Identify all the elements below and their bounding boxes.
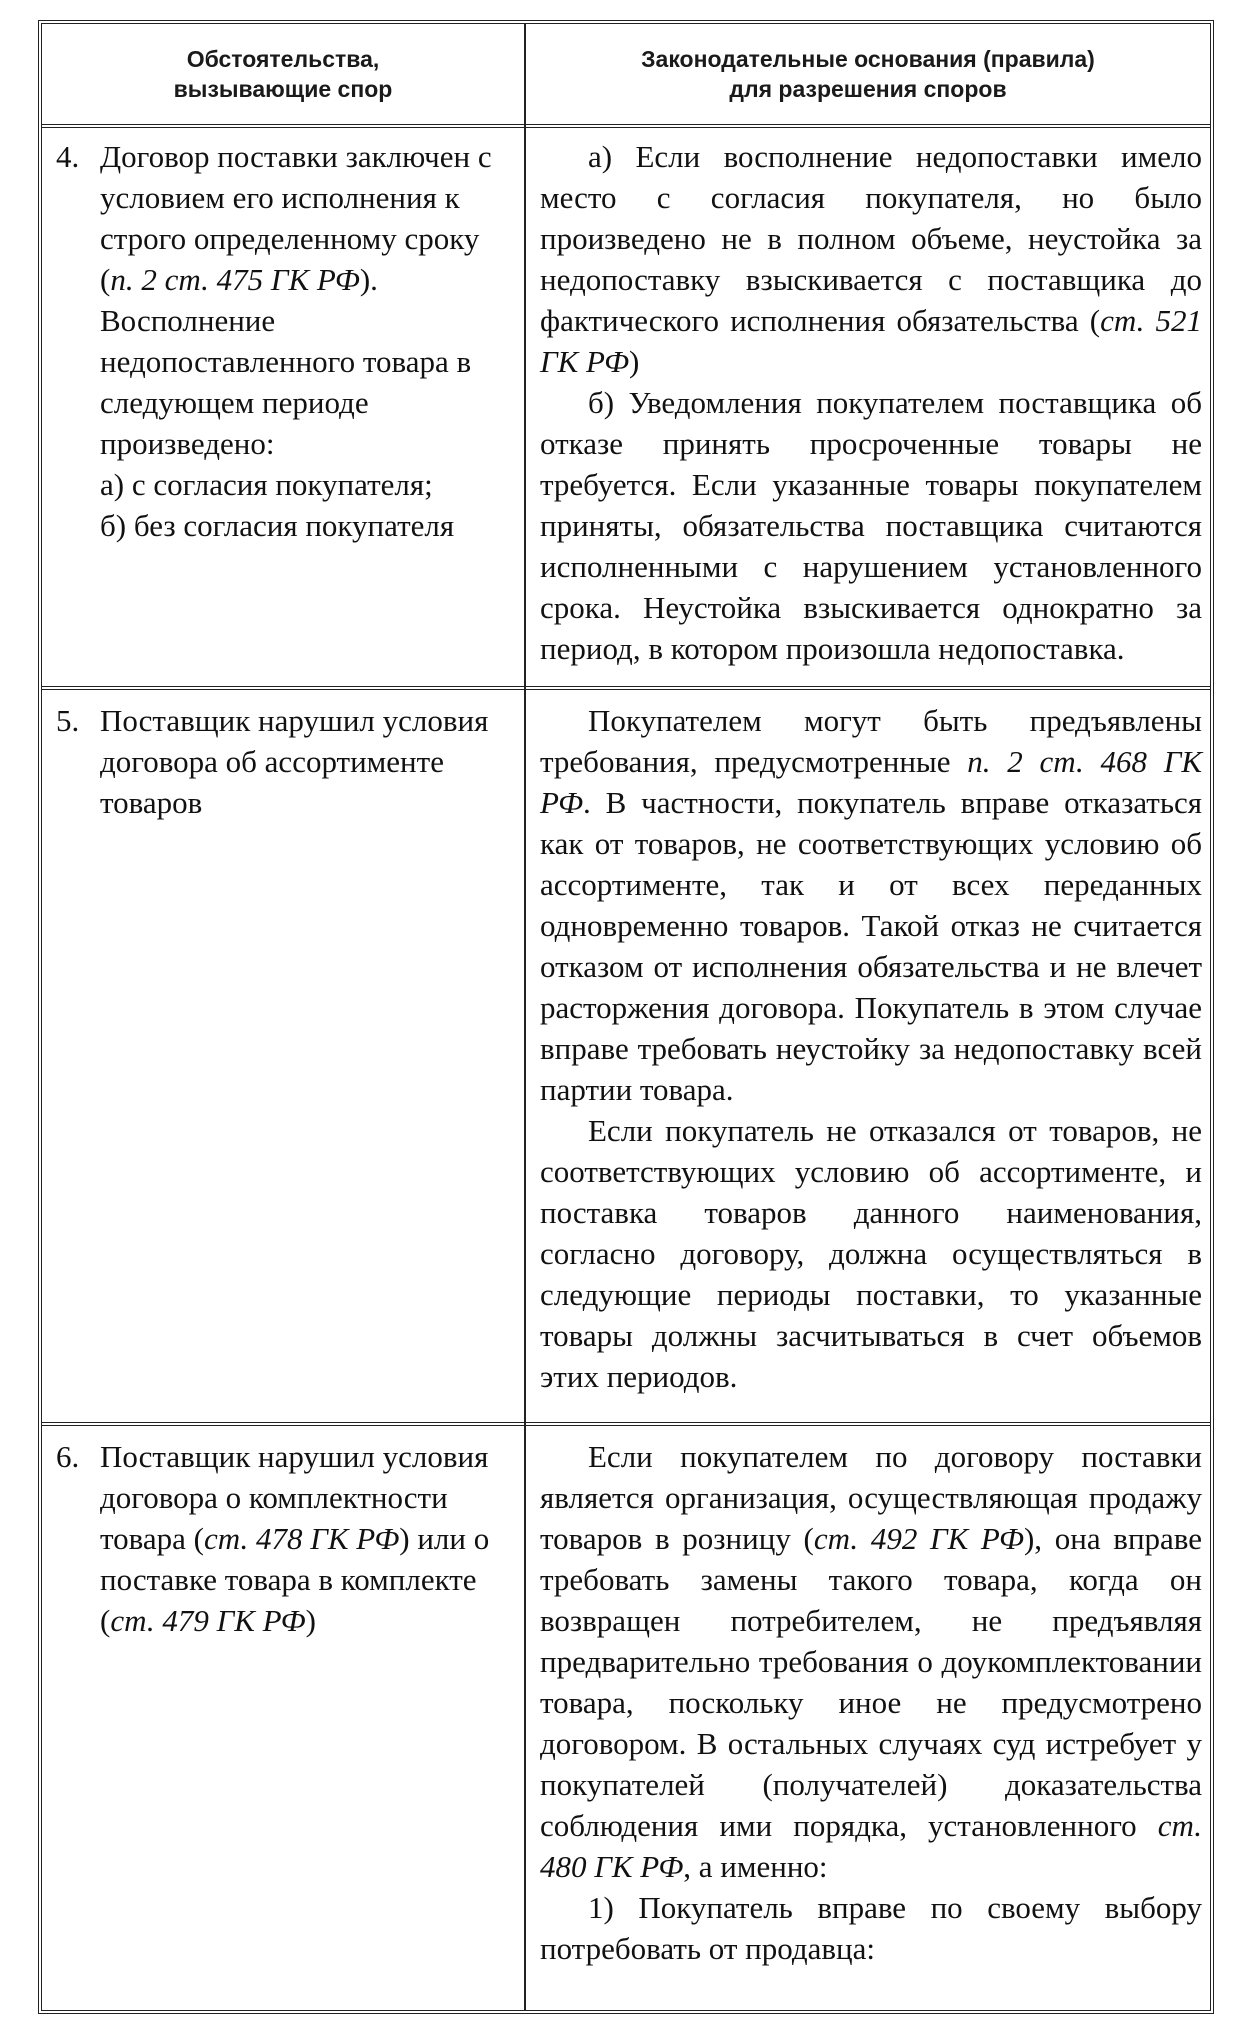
law-reference: п. 2 ст. 468 ГК РФ — [540, 744, 1202, 820]
column-divider — [524, 24, 526, 2010]
header-col-circumstances — [42, 24, 524, 124]
law-reference: ст. 479 ГК РФ — [110, 1603, 306, 1638]
row-4-option-b: б) без согласия покупателя — [100, 508, 455, 543]
row-5-legal-basis: Покупателем могут быть предъявлены требования, предусмотренные п. 2 ст. 468 ГК РФ. В частности, покупатель вправе отказаться как от товаров, не соответствующих условию об ассортименте, так и от всех переданных одновременно товаров. Такой отказ не считается отказом от исполнения обязательства и не влечет расторжения договора. Покупатель в этом случае вправе требовать неустойку за недопоставку всей партии товара. Если покупатель не отказался от товаров, не соответствующих условию об ассортименте, и поставка товаров данного наименования, согласно договору, должна осуществляться в следующие периоды поставки, то указанные товары должны засчитываться в счет объемов этих периодов. — [540, 700, 1202, 1397]
header-col2-text: Законодательные основания (правила) для разрешения споров — [641, 46, 1095, 102]
row-5-circumstance: 5. Поставщик нарушил условия договора об ассортименте товаров — [56, 700, 512, 823]
law-reference: ст. 492 ГК РФ — [813, 1521, 1024, 1556]
header-col1-text: Обстоятельства, вызывающие спор — [173, 46, 393, 102]
row-4-legal-basis: а) Если восполнение недопоставки имело место с согласия покупателя, но было произведено не в полном объеме, неустойка за недопоставку взыскивается с поставщика до фактического исполнения обязательства (ст. 521 ГК РФ) б) Уведомления покупателем поставщика об отказе принять просроченные товары не требуется. Если указанные товары покупателем приняты, обязательства поставщика считаются исполненными с нарушением установленного срока. Неустойка взыскивается однократно за период, в котором произошла недопоставка. — [540, 136, 1202, 669]
row-divider — [42, 686, 1210, 690]
row-number: 6. — [56, 1439, 80, 1474]
row-number: 5. — [56, 703, 80, 738]
row-4-option-a: а) с согласия покупателя; — [100, 467, 433, 502]
law-reference: п. 2 ст. 475 ГК РФ — [110, 262, 360, 297]
row-6-legal-basis: Если покупателем по договору поставки является организация, осуществляющая продажу товаров в розницу (ст. 492 ГК РФ), она вправе требовать замены такого товара, когда он возвращен потребителем, не предъявляя предварительно требования о доукомплектовании товара, поскольку иное не предусмотрено договором. В остальных случаях суд истребует у покупателей (получателей) доказательства соблюдения ими порядка, установленного ст. 480 ГК РФ, а именно: 1) Покупатель вправе по своему выбору потребовать от продавца: — [540, 1436, 1202, 1969]
law-reference: ст. 478 ГК РФ — [203, 1521, 400, 1556]
row-4-paragraph-b: б) Уведомления покупателем поставщика об отказе принять просроченные товары не требуется. Если указанные товары покупателем приняты, обязательства поставщика считаются исполненными с нарушением установленного срока. Неустойка взыскивается однократно за период, в котором произошла недопоставка. — [540, 385, 1202, 666]
law-reference: ст. 480 ГК РФ — [540, 1808, 1202, 1884]
table-frame — [38, 20, 1214, 2014]
header-col-legal-basis — [526, 24, 1210, 124]
row-divider — [42, 1422, 1210, 1426]
row-5-paragraph-2: Если покупатель не отказался от товаров, не соответствующих условию об ассортименте, и поставка товаров данного наименования, согласно договору, должна осуществляться в следующие периоды поставки, то указанные товары должны засчитываться в счет объемов этих периодов. — [540, 1113, 1202, 1394]
row-number: 4. — [56, 139, 80, 174]
row-6-circumstance: 6. Поставщик нарушил условия договора о комплектности товара (ст. 478 ГК РФ) или о поставке товара в комплекте (ст. 479 ГК РФ) — [56, 1436, 512, 1641]
law-reference: ст. 521 ГК РФ — [540, 303, 1202, 379]
row-4-circumstance: 4. Договор поставки заключен с условием его исполнения к строго определенному сроку (п. 2 ст. 475 ГК РФ). Восполнение недопоставленного товара в следующем периоде произведено: а) с согласия покупателя; б) без согласия покупателя — [56, 136, 512, 546]
header-divider — [42, 124, 1210, 128]
row-6-paragraph-2: 1) Покупатель вправе по своему выбору потребовать от продавца: — [540, 1890, 1202, 1966]
